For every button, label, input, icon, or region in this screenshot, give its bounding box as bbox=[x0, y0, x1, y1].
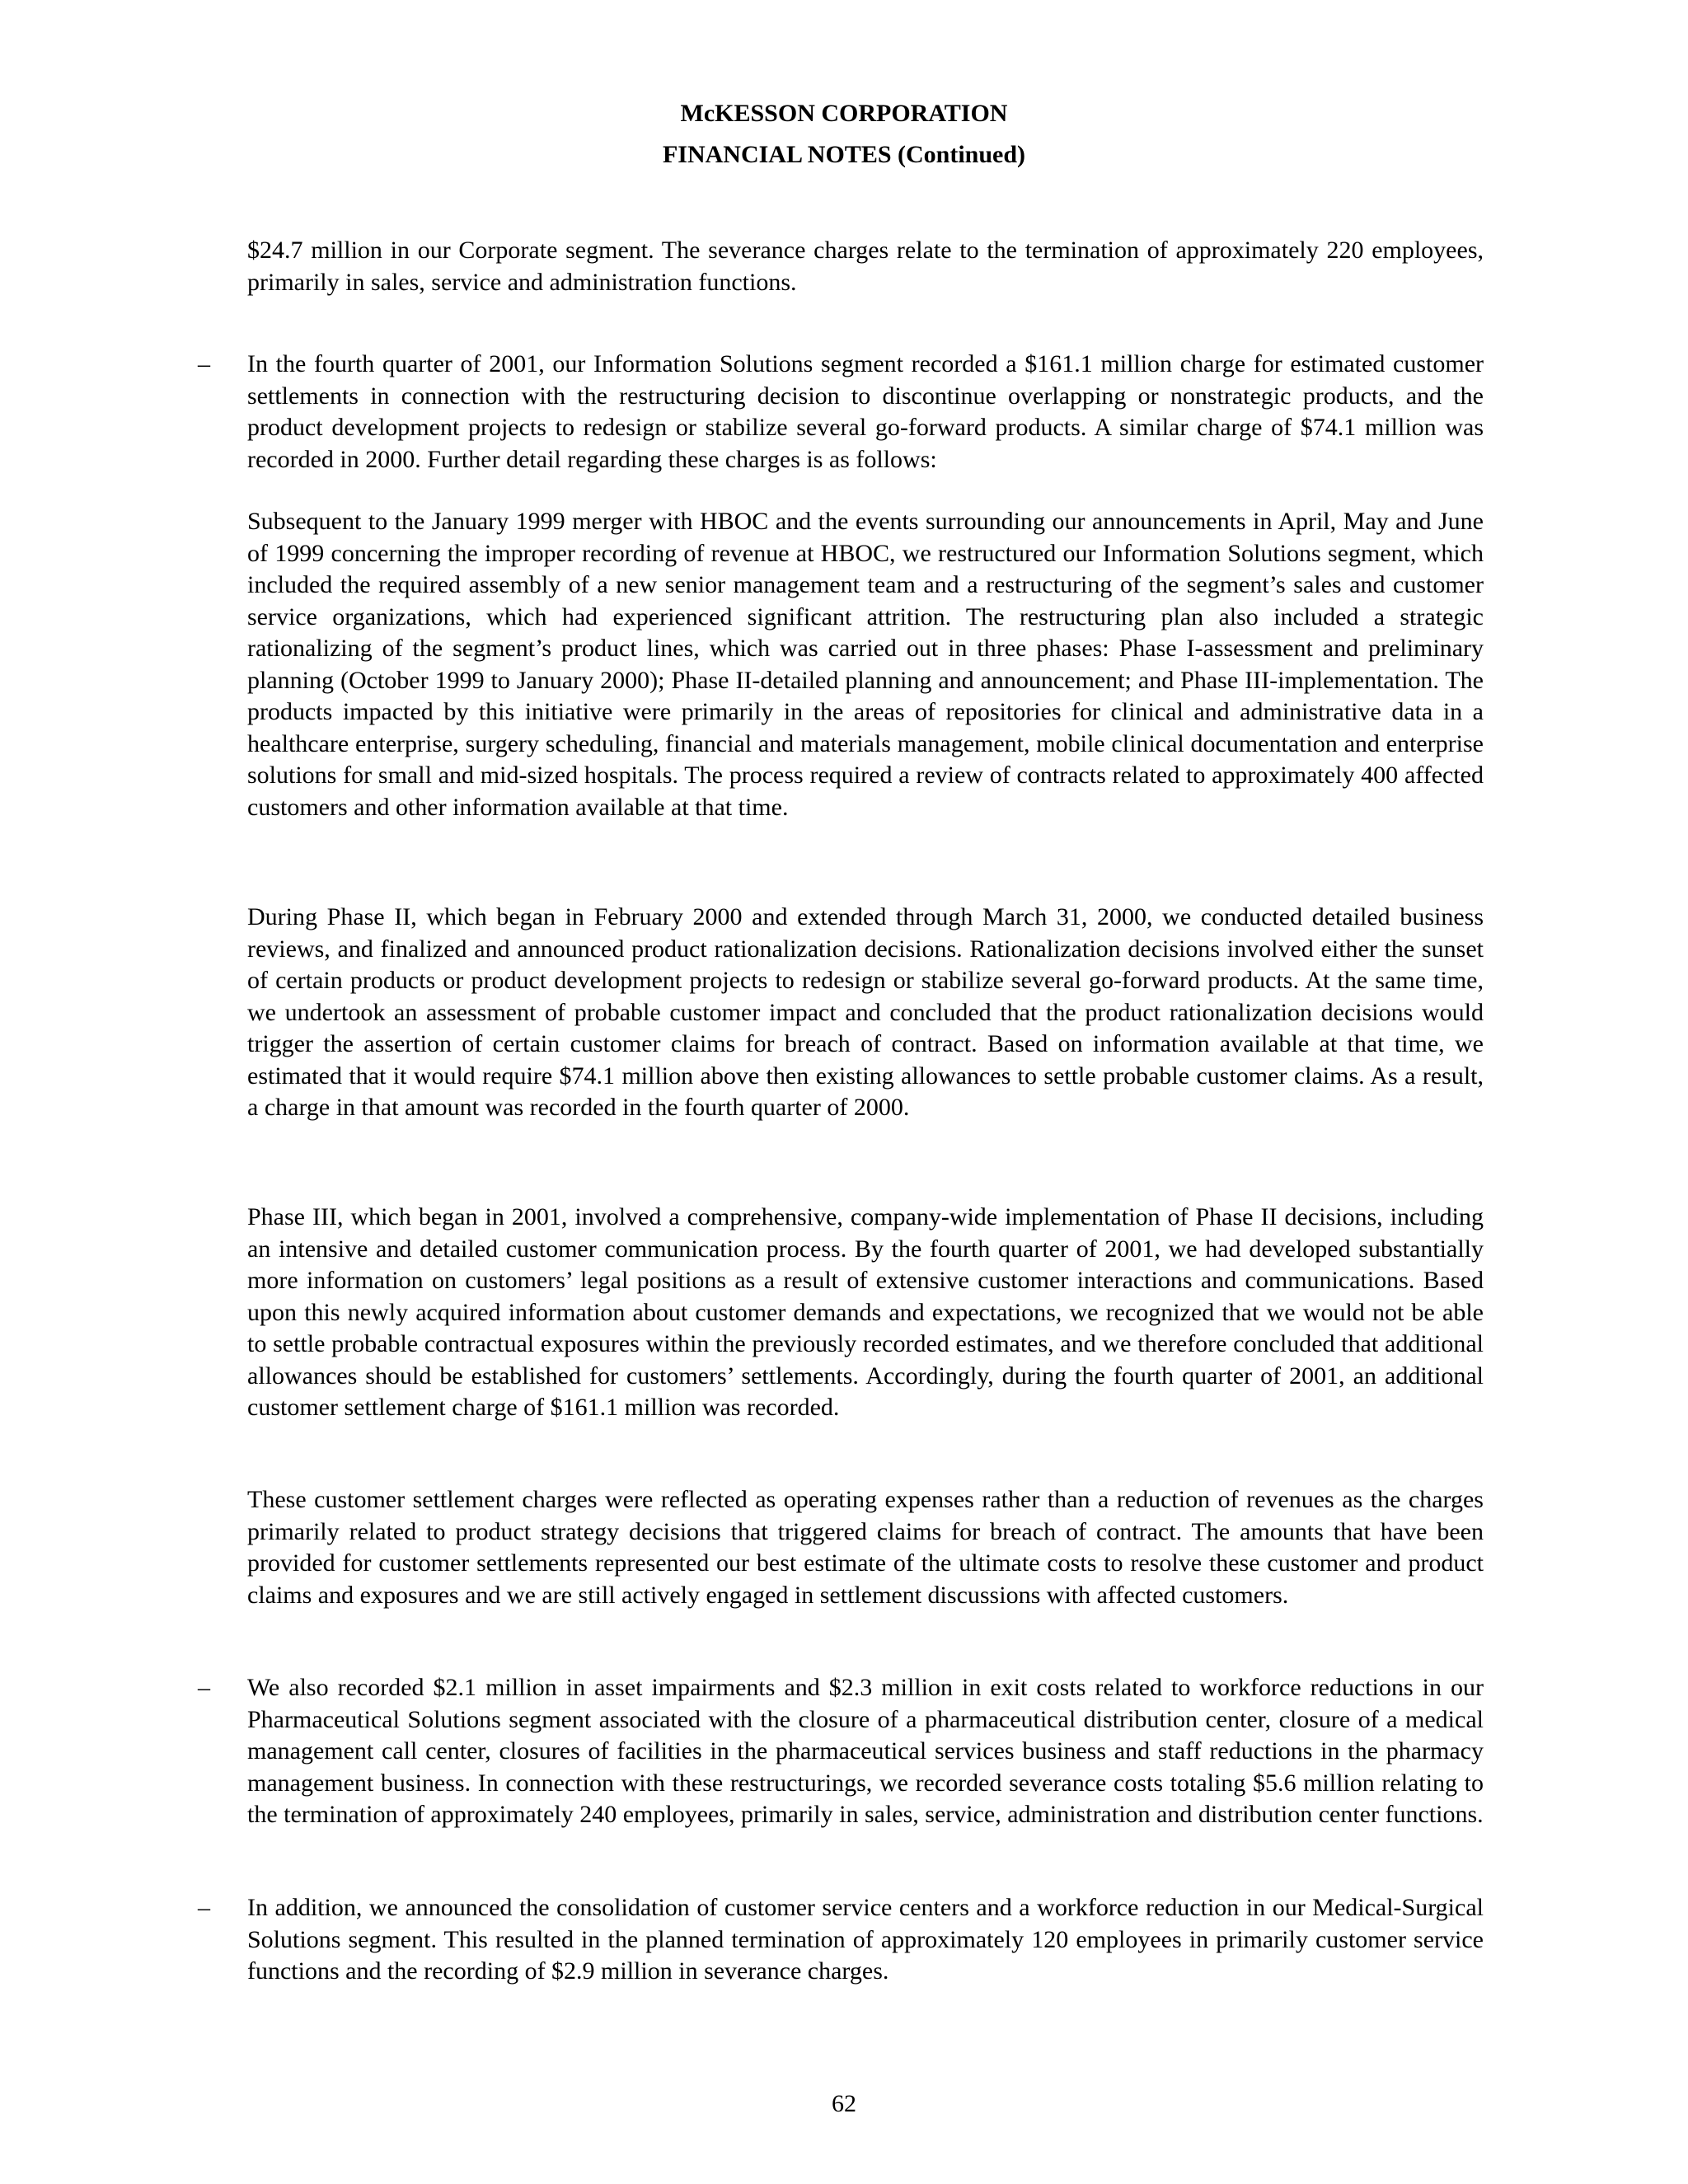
paragraph-phase-three: Phase III, which began in 2001, involved a comprehensive, company-wide implementation of Phase II decisions, including an intensive and detailed customer communication process. By the fourth quarter of 2001, we had developed substantially more information on customers’ legal positions as a result of extensive customer interactions and communications. Based upon this newly acquired information about customer demands and expectations, we recognized that we would not be able to settle probable contractual exposures within the previously recorded estimates, and we therefore concluded that additional allowances should be established for customers’ settlements. Accordingly, during the fourth quarter of 2001, an additional customer settlement charge of $161.1 million was recorded. bbox=[247, 1203, 1484, 1421]
paragraph-pharmaceutical-solutions: We also recorded $2.1 million in asset impairments and $2.3 million in exit costs related to workforce reductions in our Pharmaceutical Solutions segment associated with the closure of a pharmaceutical distribution center, closure of a medical management call center, closures of facilities in the pharmaceutical services business and staff reductions in the pharmacy management business. In connection with these restructurings, we recorded severance costs totaling $5.6 million relating to the termination of approximately 240 employees, primarily in sales, service, administration and distribution center functions. bbox=[247, 1674, 1484, 1828]
section-title: FINANCIAL NOTES (Continued) bbox=[662, 141, 1026, 168]
paragraph-medical-surgical: In addition, we announced the consolidation of customer service centers and a workforce reduction in our Medical-Surgical Solutions segment. This resulted in the planned termination of approximately 120 employees in primarily customer service functions and the recording of $2.9 million in severance charges. bbox=[247, 1894, 1484, 1985]
paragraph-hboc-restructuring: Subsequent to the January 1999 merger with HBOC and the events surrounding our announcements in April, May and June of 1999 concerning the improper recording of revenue at HBOC, we restructured our Information Solutions segment, which included the required assembly of a new senior management team and a restructuring of the segment’s sales and customer service organizations, which had experienced significant attrition. The restructuring plan also included a strategic rationalizing of the segment’s product lines, which was carried out in three phases: Phase I-assessment and preliminary planning (October 1999 to January 2000); Phase II-detailed planning and announcement; and Phase III-implementation. The products impacted by this initiative were primarily in the areas of repositories for clinical and administrative data in a healthcare enterprise, surgery scheduling, financial and materials management, mobile clinical documentation and enterprise solutions for small and mid-sized hospitals. The process required a review of contracts related to approximately 400 affected customers and other information available at that time. bbox=[247, 508, 1484, 821]
company-title: McKESSON CORPORATION bbox=[680, 100, 1008, 127]
bullet-dash: – bbox=[198, 350, 210, 377]
paragraph-information-solutions-charge: In the fourth quarter of 2001, our Information Solutions segment recorded a $161.1 million charge for estimated customer settlements in connection with the restructuring decision to discontinue overlapping or nonstrategic products, and the product development projects to redesign or stabilize several go-forward products. A similar charge of $74.1 million was recorded in 2000. Further detail regarding these charges is as follows: bbox=[247, 350, 1484, 473]
page-number: 62 bbox=[832, 2090, 856, 2117]
paragraph-phase-two: During Phase II, which began in February 2000 and extended through March 31, 2000, we conducted detailed business reviews, and finalized and announced product rationalization decisions. Rationalization decisions involved either the sunset of certain products or product development projects to redesign or stabilize several go-forward products. At the same time, we undertook an assessment of probable customer impact and concluded that the product rationalization decisions would trigger the assertion of certain customer claims for breach of contract. Based on information available at that time, we estimated that it would require $74.1 million above then existing allowances to settle probable customer claims. As a result, a charge in that amount was recorded in the fourth quarter of 2000. bbox=[247, 903, 1484, 1121]
bullet-dash: – bbox=[198, 1894, 210, 1921]
paragraph-settlement-charges: These customer settlement charges were reflected as operating expenses rather than a reduction of revenues as the charges primarily related to product strategy decisions that triggered claims for breach of contract. The amounts that have been provided for customer settlements represented our best estimate of the ultimate costs to resolve these customer and product claims and exposures and we are still actively engaged in settlement discussions with affected customers. bbox=[247, 1486, 1484, 1609]
bullet-dash: – bbox=[198, 1674, 210, 1701]
paragraph-corporate-severance: $24.7 million in our Corporate segment. The severance charges relate to the termination of approximately 220 employees, primarily in sales, service and administration functions. bbox=[247, 237, 1484, 296]
